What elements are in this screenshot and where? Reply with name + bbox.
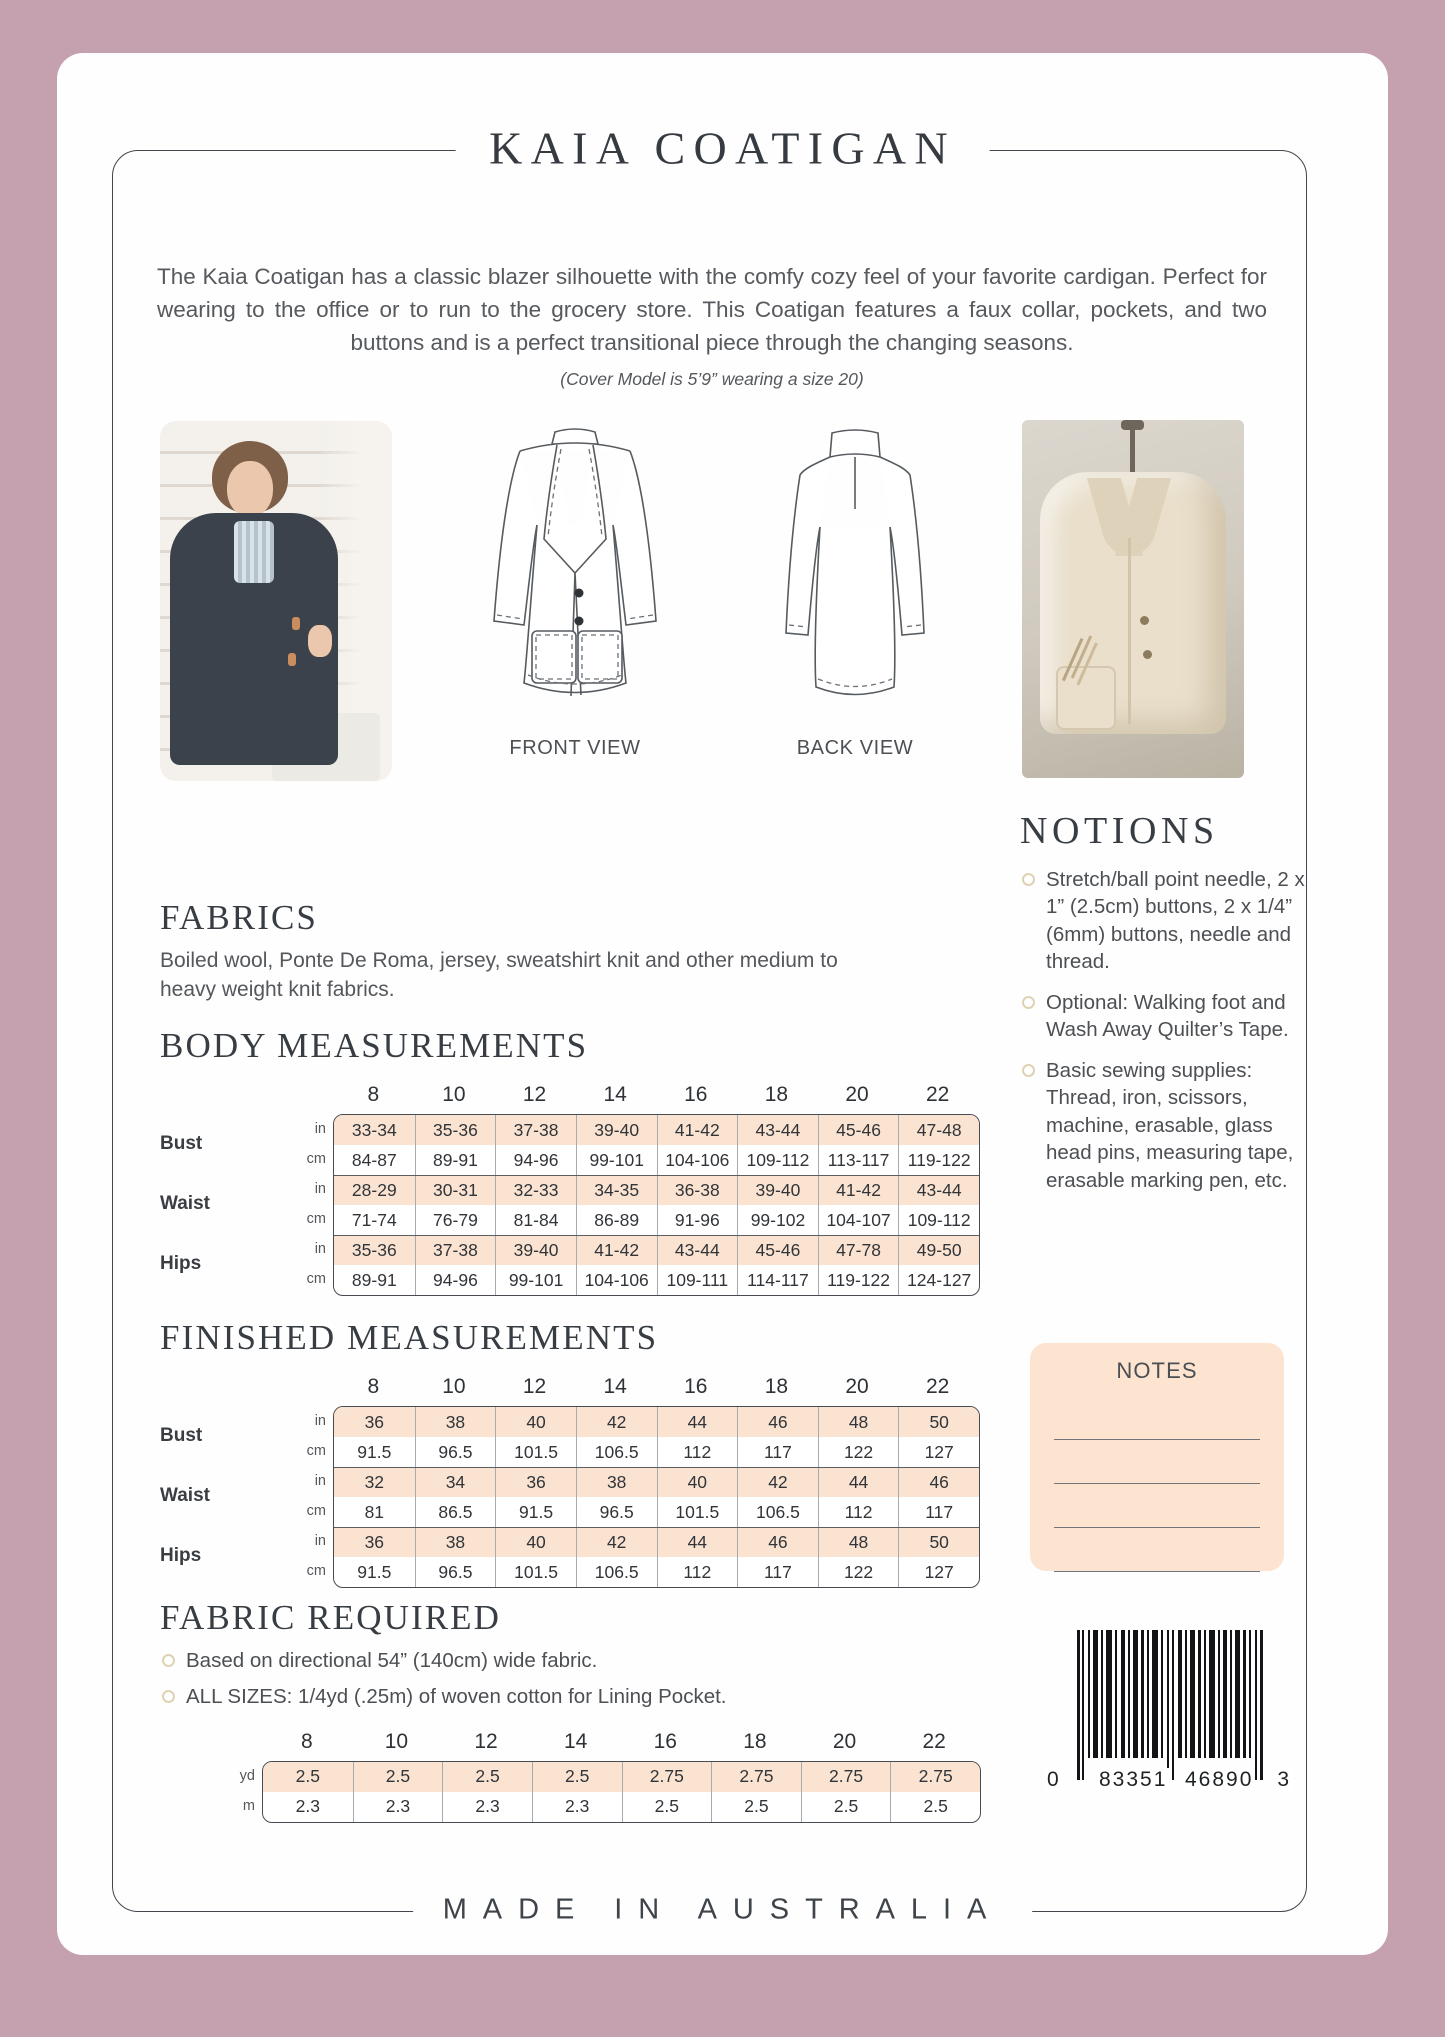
front-view-line-art <box>447 425 703 725</box>
page-title: KAIA COATIGAN <box>455 121 990 174</box>
measurement-cell: 33-34 <box>351 1119 397 1140</box>
size-label: 20 <box>845 1083 869 1106</box>
measurement-cell: 37-38 <box>415 1236 496 1265</box>
notions-item: Basic sewing supplies: Thread, iron, scissors, machine, erasable, glass head pins, measuring tape, erasable marking pen, etc. <box>1020 1057 1312 1194</box>
photo-button <box>288 653 296 666</box>
size-label: 8 <box>367 1083 380 1106</box>
photo-shirt <box>234 521 274 583</box>
measurement-cell: 112 <box>657 1437 738 1467</box>
fabric-note: ALL SIZES: 1/4yd (.25m) of woven cotton for Lining Pocket. <box>160 1683 981 1710</box>
notions-item: Optional: Walking foot and Wash Away Quilter’s Tape. <box>1020 989 1312 1044</box>
measurement-cell: 89-91 <box>351 1269 397 1290</box>
size-label: 10 <box>384 1729 409 1753</box>
hips-in-row <box>334 1235 979 1265</box>
size-label: 8 <box>300 1729 313 1753</box>
measurement-cell: 109-112 <box>898 1205 979 1235</box>
measurement-cell: 48 <box>818 1407 899 1437</box>
measurement-cell: 117 <box>737 1437 818 1467</box>
measurement-cell: 76-79 <box>415 1205 496 1235</box>
size-label: 22 <box>922 1729 946 1753</box>
made-in-label: MADE IN AUSTRALIA <box>413 1894 1033 1927</box>
measurement-cell: 81 <box>364 1501 385 1522</box>
unit-cm: cm <box>306 1271 326 1287</box>
waist-in-row <box>334 1467 979 1497</box>
measurement-cell: 39-40 <box>495 1236 576 1265</box>
measurement-cell: 104-106 <box>657 1145 738 1175</box>
measurement-cell: 37-38 <box>495 1115 576 1145</box>
measurement-cell: 35-36 <box>415 1115 496 1145</box>
measurement-cell: 99-101 <box>495 1265 576 1295</box>
size-label: 10 <box>442 1083 466 1106</box>
yardage-cell: 2.5 <box>442 1762 532 1792</box>
yardage-cell: 2.75 <box>801 1762 891 1792</box>
measurement-cell: 94-96 <box>415 1265 496 1295</box>
measurement-cell: 91.5 <box>357 1441 392 1462</box>
size-header-row <box>333 1080 978 1110</box>
body-measurements-table <box>160 1114 980 1296</box>
yardage-cell: 2.5 <box>532 1762 622 1792</box>
measurement-cell: 101.5 <box>657 1497 738 1527</box>
notes-box <box>1030 1343 1284 1571</box>
meters-cell: 2.5 <box>890 1792 980 1822</box>
size-label: 22 <box>926 1083 950 1106</box>
measurement-cell: 47-78 <box>818 1236 899 1265</box>
measurement-cell: 46 <box>737 1528 818 1557</box>
measurement-cell: 124-127 <box>898 1265 979 1295</box>
unit-labels <box>232 1761 262 1823</box>
row-label-bust: Bust <box>160 1133 203 1154</box>
body-measurements-data <box>333 1114 980 1296</box>
photo-button <box>1140 616 1149 625</box>
back-view-label: BACK VIEW <box>796 737 914 759</box>
size-label: 18 <box>764 1083 789 1106</box>
measurement-cell: 117 <box>737 1557 818 1587</box>
size-label: 12 <box>474 1729 498 1753</box>
bust-in-row <box>334 1407 979 1437</box>
measurement-cell: 40 <box>495 1407 576 1437</box>
measurement-cell: 32 <box>364 1472 385 1492</box>
measurement-cell: 36 <box>364 1411 385 1432</box>
photo-face <box>227 461 273 517</box>
measurement-cell: 96.5 <box>415 1557 496 1587</box>
fabrics-text: Boiled wool, Ponte De Roma, jersey, sweatshirt knit and other medium to heavy weight knit fabrics. <box>160 949 838 1002</box>
back-view-line-art <box>757 425 953 725</box>
unit-in: in <box>314 1533 326 1549</box>
size-label: 16 <box>684 1083 708 1106</box>
intro-paragraph: The Kaia Coatigan has a classic blazer silhouette with the comfy cozy feel of your favorite cardigan. Perfect for wearing to the office or to run to the grocery store. This Coatigan features a faux collar, pockets, and two buttons and is a perfect transitional piece through the changing seasons. <box>157 263 1267 355</box>
measurement-cell: 44 <box>657 1407 738 1437</box>
measurement-cell: 40 <box>495 1528 576 1557</box>
measurement-cell: 40 <box>657 1468 738 1497</box>
measurement-cell: 84-87 <box>351 1149 397 1170</box>
row-label-bust: Bust <box>160 1425 203 1446</box>
measurement-cell: 39-40 <box>576 1115 657 1145</box>
size-label: 16 <box>684 1375 708 1398</box>
measurement-cell: 41-42 <box>818 1176 899 1205</box>
measurement-cell: 42 <box>737 1468 818 1497</box>
row-labels <box>160 1114 290 1296</box>
waist-in-row <box>334 1175 979 1205</box>
fabric-required-data <box>262 1761 981 1823</box>
measurement-cell: 113-117 <box>818 1145 899 1175</box>
mannequin-photo <box>1022 420 1244 778</box>
unit-in: in <box>314 1241 326 1257</box>
measurement-cell: 106.5 <box>737 1497 818 1527</box>
barcode-digit: 3 <box>1277 1768 1291 1791</box>
measurement-cell: 119-122 <box>818 1265 899 1295</box>
measurement-cell: 101.5 <box>495 1437 576 1467</box>
measurement-cell: 45-46 <box>737 1236 818 1265</box>
cover-photo <box>160 421 392 781</box>
yardage-cell: 2.5 <box>353 1762 443 1792</box>
measurement-cell: 43-44 <box>657 1236 738 1265</box>
notes-line <box>1054 1528 1260 1572</box>
measurement-cell: 34-35 <box>576 1176 657 1205</box>
photo-hand <box>308 625 332 657</box>
measurement-cell: 39-40 <box>737 1176 818 1205</box>
size-label: 12 <box>522 1375 547 1398</box>
photo-button <box>292 617 300 630</box>
measurement-cell: 127 <box>898 1557 979 1587</box>
yardage-cell: 2.75 <box>711 1762 801 1792</box>
measurement-cell: 35-36 <box>351 1240 397 1260</box>
size-label: 14 <box>564 1729 588 1753</box>
measurement-cell: 104-106 <box>576 1265 657 1295</box>
unit-in: in <box>314 1181 326 1197</box>
measurement-cell: 43-44 <box>737 1115 818 1145</box>
fabric-required-table <box>232 1761 981 1823</box>
measurement-cell: 112 <box>818 1497 899 1527</box>
measurement-cell: 94-96 <box>495 1145 576 1175</box>
upc-barcode <box>1047 1630 1291 1800</box>
size-label: 20 <box>832 1729 857 1753</box>
fabrics-heading: FABRICS <box>160 898 318 937</box>
size-label: 14 <box>603 1375 627 1398</box>
hips-cm-row <box>334 1265 979 1295</box>
measurement-cell: 86-89 <box>576 1205 657 1235</box>
size-label: 8 <box>367 1375 380 1398</box>
meters-cell: 2.5 <box>711 1792 801 1822</box>
front-view-drawing <box>447 425 703 760</box>
measurement-cell: 106.5 <box>576 1557 657 1587</box>
measurement-cell: 112 <box>657 1557 738 1587</box>
measurement-cell: 91-96 <box>657 1205 738 1235</box>
back-view-drawing <box>757 425 953 760</box>
measurement-cell: 101.5 <box>495 1557 576 1587</box>
measurement-cell: 46 <box>898 1468 979 1497</box>
unit-in: in <box>314 1473 326 1489</box>
meters-cell: 2.3 <box>295 1796 320 1817</box>
measurement-cell: 48 <box>818 1528 899 1557</box>
measurement-cell: 91.5 <box>495 1497 576 1527</box>
row-label-hips: Hips <box>160 1545 202 1566</box>
measurement-cell: 49-50 <box>898 1236 979 1265</box>
barcode-bars <box>1065 1630 1275 1780</box>
measurement-cell: 96.5 <box>415 1437 496 1467</box>
finished-measurements-data <box>333 1406 980 1588</box>
measurement-cell: 109-112 <box>737 1145 818 1175</box>
row-label-hips: Hips <box>160 1253 202 1274</box>
photo-front-opening <box>1128 538 1131 724</box>
unit-labels <box>290 1406 333 1588</box>
notions-item: Stretch/ball point needle, 2 x 1” (2.5cm) buttons, 2 x 1/4” (6mm) buttons, needle and thread. <box>1020 866 1312 976</box>
unit-cm: cm <box>306 1503 326 1519</box>
body-measurements-section <box>160 1026 980 1296</box>
unit-yd: yd <box>239 1767 255 1784</box>
size-label: 22 <box>926 1375 950 1398</box>
measurement-cell: 41-42 <box>657 1115 738 1145</box>
measurement-cell: 106.5 <box>576 1437 657 1467</box>
measurement-cell: 119-122 <box>898 1145 979 1175</box>
bust-cm-row <box>334 1437 979 1467</box>
waist-cm-row <box>334 1205 979 1235</box>
notes-line <box>1054 1440 1260 1484</box>
measurement-cell: 109-111 <box>657 1265 738 1295</box>
notes-line <box>1054 1396 1260 1440</box>
size-header-row <box>333 1372 978 1402</box>
size-label: 18 <box>743 1729 767 1753</box>
fabric-required-section <box>160 1598 981 1823</box>
meters-cell: 2.3 <box>442 1792 532 1822</box>
measurement-cell: 91.5 <box>357 1561 392 1582</box>
meters-cell: 2.3 <box>353 1792 443 1822</box>
photo-pocket <box>1056 666 1116 730</box>
measurement-cell: 44 <box>657 1528 738 1557</box>
finished-measurements-table <box>160 1406 980 1588</box>
measurement-cell: 38 <box>415 1407 496 1437</box>
notes-heading: NOTES <box>1116 1358 1198 1383</box>
meters-row <box>263 1792 980 1822</box>
size-label: 10 <box>442 1375 466 1398</box>
measurement-cell: 38 <box>576 1468 657 1497</box>
measurement-cell: 30-31 <box>415 1176 496 1205</box>
barcode-digit: 0 <box>1047 1768 1061 1791</box>
barcode-digit: 46890 <box>1185 1768 1254 1791</box>
measurement-cell: 99-102 <box>737 1205 818 1235</box>
size-label: 16 <box>653 1729 677 1753</box>
notions-list <box>1020 866 1312 1194</box>
size-header-row <box>262 1727 979 1757</box>
measurement-cell: 117 <box>898 1497 979 1527</box>
bust-in-row <box>334 1115 979 1145</box>
yardage-cell: 2.75 <box>890 1762 980 1792</box>
measurement-cell: 50 <box>898 1528 979 1557</box>
measurement-cell: 42 <box>576 1528 657 1557</box>
measurement-cell: 38 <box>415 1528 496 1557</box>
measurement-cell: 71-74 <box>351 1209 397 1230</box>
unit-labels <box>290 1114 333 1296</box>
measurement-cell: 81-84 <box>495 1205 576 1235</box>
barcode-digit: 83351 <box>1099 1768 1168 1791</box>
front-view-label: FRONT VIEW <box>509 737 641 759</box>
measurement-cell: 122 <box>818 1437 899 1467</box>
size-label: 12 <box>522 1083 547 1106</box>
measurement-cell: 50 <box>898 1407 979 1437</box>
measurement-cell: 89-91 <box>415 1145 496 1175</box>
measurement-cell: 46 <box>737 1407 818 1437</box>
measurement-cell: 99-101 <box>576 1145 657 1175</box>
bust-cm-row <box>334 1145 979 1175</box>
measurement-cell: 127 <box>898 1437 979 1467</box>
yardage-cell: 2.5 <box>295 1766 320 1787</box>
unit-m: m <box>242 1797 255 1814</box>
body-measurements-heading: BODY MEASUREMENTS <box>160 1026 589 1065</box>
finished-measurements-section <box>160 1318 980 1588</box>
notions-heading: NOTIONS <box>1020 810 1219 852</box>
measurement-cell: 42 <box>576 1407 657 1437</box>
measurement-cell: 36-38 <box>657 1176 738 1205</box>
unit-in: in <box>314 1121 326 1137</box>
measurement-cell: 86.5 <box>415 1497 496 1527</box>
measurement-cell: 36 <box>364 1532 385 1552</box>
unit-cm: cm <box>306 1563 326 1579</box>
fabric-note: Based on directional 54” (140cm) wide fabric. <box>160 1647 981 1674</box>
measurement-cell: 44 <box>818 1468 899 1497</box>
measurement-cell: 32-33 <box>495 1176 576 1205</box>
fabrics-section <box>160 898 850 1005</box>
meters-cell: 2.5 <box>801 1792 891 1822</box>
pattern-envelope-back <box>57 53 1388 1955</box>
measurement-cell: 96.5 <box>576 1497 657 1527</box>
measurement-cell: 41-42 <box>576 1236 657 1265</box>
unit-cm: cm <box>306 1151 326 1167</box>
measurement-cell: 104-107 <box>818 1205 899 1235</box>
measurement-cell: 114-117 <box>737 1265 818 1295</box>
measurement-cell: 45-46 <box>818 1115 899 1145</box>
fabric-required-heading: FABRIC REQUIRED <box>160 1598 502 1637</box>
mannequin-knob <box>1121 420 1144 430</box>
row-label-waist: Waist <box>160 1485 210 1506</box>
waist-cm-row <box>334 1497 979 1527</box>
unit-in: in <box>314 1413 326 1429</box>
meters-cell: 2.3 <box>532 1792 622 1822</box>
measurement-cell: 36 <box>495 1468 576 1497</box>
measurement-cell: 122 <box>818 1557 899 1587</box>
row-labels <box>160 1406 290 1588</box>
size-label: 20 <box>845 1375 869 1398</box>
notions-section <box>1020 809 1312 1194</box>
hips-cm-row <box>334 1557 979 1587</box>
measurement-cell: 28-29 <box>351 1180 397 1200</box>
measurement-cell: 47-48 <box>898 1115 979 1145</box>
yardage-cell: 2.75 <box>622 1762 712 1792</box>
notes-line <box>1054 1484 1260 1528</box>
yardage-row <box>263 1762 980 1792</box>
hips-in-row <box>334 1527 979 1557</box>
unit-cm: cm <box>306 1211 326 1227</box>
measurement-cell: 34 <box>415 1468 496 1497</box>
unit-cm: cm <box>306 1443 326 1459</box>
size-label: 18 <box>764 1375 789 1398</box>
photo-button <box>1143 650 1152 659</box>
measurement-cell: 43-44 <box>898 1176 979 1205</box>
meters-cell: 2.5 <box>622 1792 712 1822</box>
size-label: 14 <box>603 1083 627 1106</box>
finished-measurements-heading: FINISHED MEASUREMENTS <box>160 1318 659 1357</box>
notes-lines <box>1054 1396 1260 1572</box>
cover-model-note: (Cover Model is 5’9” wearing a size 20) <box>560 369 864 389</box>
row-label-waist: Waist <box>160 1193 210 1214</box>
